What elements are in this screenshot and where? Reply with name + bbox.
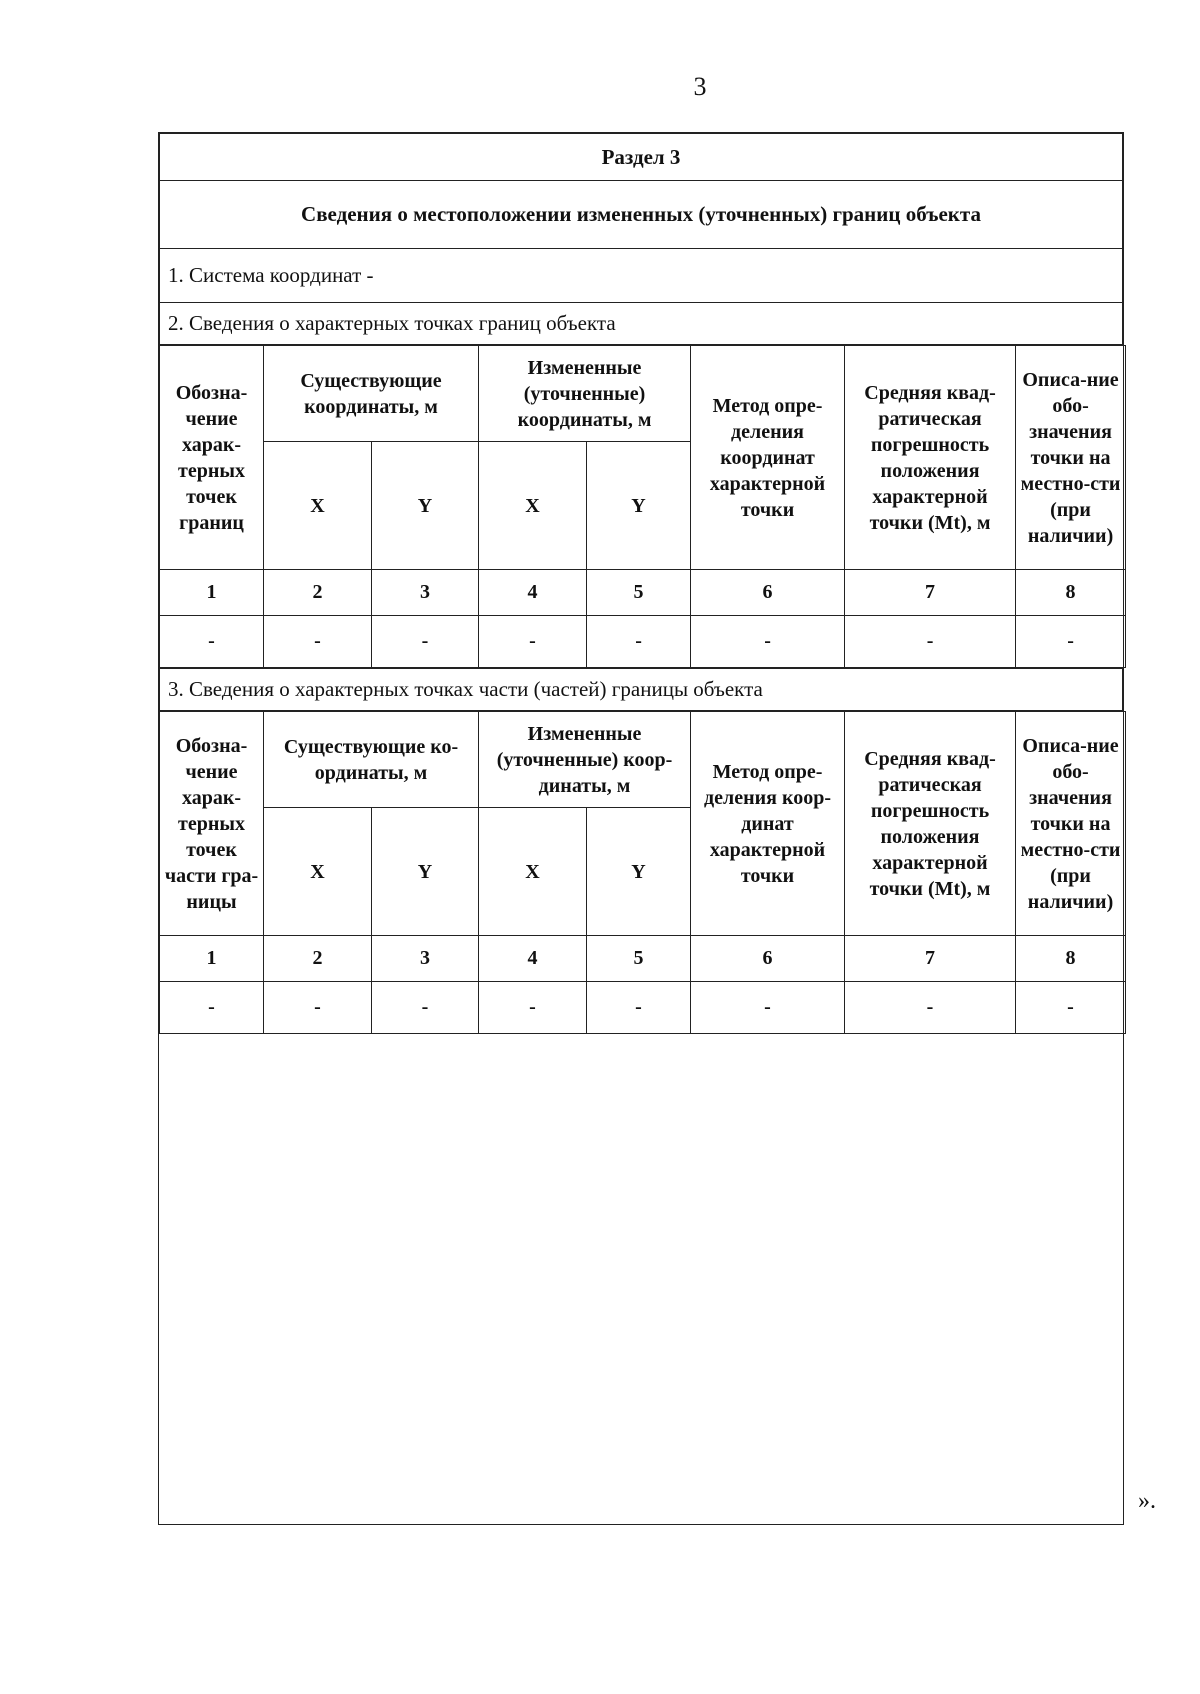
b2-col-existing: Существующие координаты, м [264,346,479,442]
b3-num-cell: 2 [264,936,372,982]
section-title: Раздел 3 [160,134,1123,181]
page-number: 3 [693,72,707,101]
b2-data-cell: - [845,616,1016,668]
b2-data-row [160,616,1126,668]
b3-number-row [160,936,1126,982]
b2-col-method: Метод опре-деления координат характерной точки [691,346,845,570]
b3-col-error: Средняя квад-ратическая погрешность положения характерной точки (Mt), м [845,712,1016,936]
b2-data-cell: - [1016,616,1126,668]
b2-num-cell: 8 [1016,570,1126,616]
b3-data-cell: - [691,982,845,1034]
b3-data-cell: - [160,982,264,1034]
coord-system-line: 1. Система координат - [160,249,1123,303]
b3-y-existing: Y [372,808,479,936]
b2-col-description: Описа-ние обо-значения точки на местно-сти (при наличии) [1016,346,1126,570]
b2-data-cell: - [372,616,479,668]
b3-data-cell: - [264,982,372,1034]
b3-x-changed: X [479,808,587,936]
b3-data-row [160,982,1126,1034]
block2-heading: 2. Сведения о характерных точках границ объекта [160,303,1123,345]
b3-col-changed: Измененные (уточненные) коор-динаты, м [479,712,691,808]
b2-num-cell: 7 [845,570,1016,616]
b3-num-cell: 7 [845,936,1016,982]
b3-num-cell: 8 [1016,936,1126,982]
b3-x-existing: X [264,808,372,936]
b2-num-cell: 2 [264,570,372,616]
b2-data-cell: - [691,616,845,668]
section-subtitle: Сведения о местоположении измененных (уточненных) границ объекта [160,181,1123,249]
document-frame [158,132,1124,1525]
block3-heading-table [159,668,1123,711]
b2-number-row [160,570,1126,616]
b2-data-cell: - [160,616,264,668]
b2-num-cell: 1 [160,570,264,616]
b2-num-cell: 5 [587,570,691,616]
b3-col-method: Метод опре-деления коор-динат характерной точки [691,712,845,936]
b2-data-cell: - [479,616,587,668]
b3-data-cell: - [372,982,479,1034]
b3-col-designation: Обозна-чение харак-терных точек части гра-ницы [160,712,264,936]
b3-col-description: Описа-ние обо-значения точки на местно-сти (при наличии) [1016,712,1126,936]
b3-data-cell: - [845,982,1016,1034]
b2-data-cell: - [587,616,691,668]
b2-data-cell: - [264,616,372,668]
closing-quote: ». [1138,1488,1156,1514]
b3-data-cell: - [1016,982,1126,1034]
b3-num-cell: 3 [372,936,479,982]
b3-data-cell: - [479,982,587,1034]
b2-x-changed: X [479,442,587,570]
b2-col-designation: Обозна-чение харак-терных точек границ [160,346,264,570]
block3-table [159,711,1126,1034]
b2-x-existing: X [264,442,372,570]
b2-num-cell: 4 [479,570,587,616]
b2-num-cell: 6 [691,570,845,616]
b2-y-changed: Y [587,442,691,570]
b3-y-changed: Y [587,808,691,936]
b2-col-changed: Измененные (уточненные) координаты, м [479,346,691,442]
b3-num-cell: 6 [691,936,845,982]
block2-table [159,345,1126,668]
b3-num-cell: 4 [479,936,587,982]
b2-col-error: Средняя квад-ратическая погрешность положения характерной точки (Mt), м [845,346,1016,570]
b2-num-cell: 3 [372,570,479,616]
header-table [159,133,1123,345]
b2-y-existing: Y [372,442,479,570]
b3-col-existing: Существующие ко-ординаты, м [264,712,479,808]
block3-heading: 3. Сведения о характерных точках части (частей) границы объекта [160,669,1123,711]
b3-data-cell: - [587,982,691,1034]
b3-num-cell: 5 [587,936,691,982]
b3-num-cell: 1 [160,936,264,982]
